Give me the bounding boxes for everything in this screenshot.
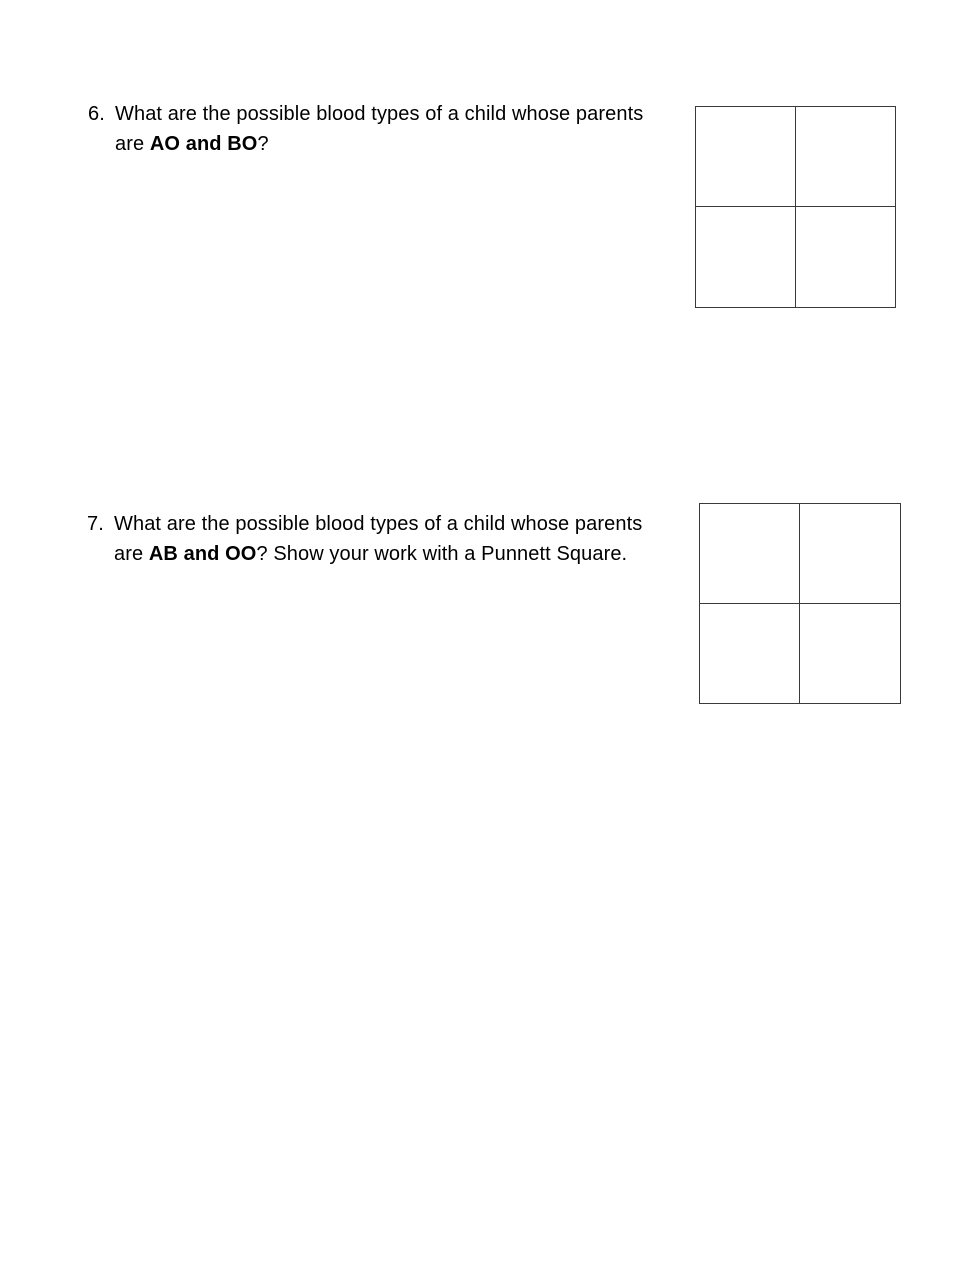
punnett-cell[interactable] xyxy=(796,107,896,207)
question-7-line2-suffix: ? Show your work with a Punnett Square. xyxy=(256,542,628,565)
question-6 xyxy=(88,100,643,159)
question-6-line1: What are the possible blood types of a child whose parents xyxy=(115,103,644,125)
question-6-line2-bold: AO and BO xyxy=(149,132,258,155)
punnett-cell[interactable] xyxy=(800,604,900,704)
question-7-line1: What are the possible blood types of a child whose parents xyxy=(114,513,643,535)
punnett-cell[interactable] xyxy=(800,504,900,604)
punnett-cell[interactable] xyxy=(696,107,796,207)
question-6-line2-suffix: ? xyxy=(257,132,269,155)
question-7 xyxy=(87,510,642,569)
punnett-square-7 xyxy=(699,503,901,704)
punnett-cell[interactable] xyxy=(696,207,796,307)
question-7-line2-bold: AB and OO xyxy=(148,542,257,565)
punnett-cell[interactable] xyxy=(700,504,800,604)
question-6-line2-prefix: are xyxy=(115,132,150,155)
question-7-line2-prefix: are xyxy=(114,542,149,565)
question-7-number: 7. xyxy=(87,513,104,535)
question-6-number: 6. xyxy=(88,103,105,125)
punnett-square-6 xyxy=(695,106,896,308)
punnett-cell[interactable] xyxy=(700,604,800,704)
punnett-cell[interactable] xyxy=(796,207,896,307)
question-7-text xyxy=(114,510,642,569)
question-6-text xyxy=(115,100,643,159)
